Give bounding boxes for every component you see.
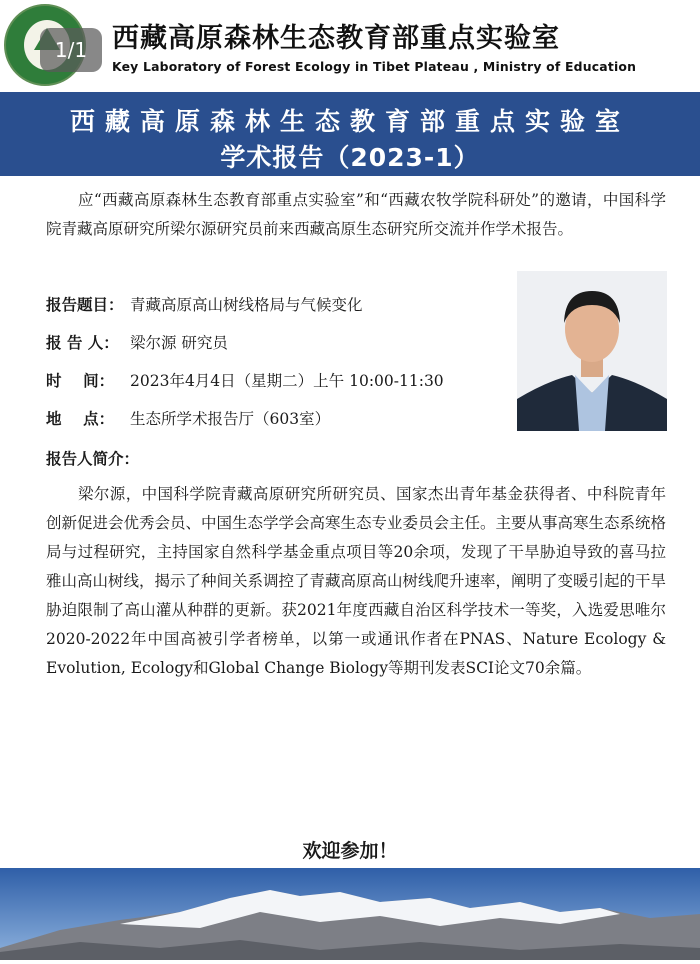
welcome-text: 欢迎参加！: [302, 840, 398, 862]
detail-value: 梁尔源 研究员: [130, 334, 228, 352]
mountain-banner-image: [0, 868, 700, 960]
title-banner: [0, 92, 700, 176]
detail-label: 报 告 人：: [46, 334, 119, 352]
detail-value: 2023年4月4日（星期二）上午 10:00-11:30: [130, 372, 444, 390]
detail-value: 生态所学术报告厅（603室）: [130, 410, 331, 428]
bio-paragraph: 梁尔源，中国科学院青藏高原研究所研究员、国家杰出青年基金获得者、中科院青年创新促进会优秀会员、中国生态学学会高寒生态专业委员会主任。主要从事高寒生态系统格局与过程研究，主持国家自然科学基金重点项目等20余项，发现了干旱胁迫导致的喜马拉雅山高山树线，揭示了种间关系调控了青藏高原高山树线爬升速率，阐明了变暖引起的干旱胁迫限制了高山灌从种群的更新。获2021年度西藏自治区科学技术一等奖，入选爱思唯尔2020-2022年中国高被引学者榜单，以第一或通讯作者在PNAS、Nature Ecology & Evolution, Ecology和Global Change Biology等期刊发表SCI论文70余篇。: [46, 485, 667, 677]
detail-label: 地 点：: [46, 410, 115, 428]
intro-paragraph: 应“西藏高原森林生态教育部重点实验室”和“西藏农牧学院科研处”的邀请，中国科学院青藏高原研究所梁尔源研究员前来西藏高原生态研究所交流并作学术报告。: [46, 191, 666, 238]
detail-time: [46, 370, 444, 392]
banner-title: 西藏高原森林生态教育部重点实验室: [69, 107, 630, 136]
org-name-en: Key Laboratory of Forest Ecology in Tibet Plateau , Ministry of Education: [112, 59, 637, 74]
intro-section: [46, 186, 666, 244]
header: [0, 0, 700, 92]
detail-value: 青藏高原高山树线格局与气候变化: [130, 296, 363, 314]
page-indicator: 1/1: [40, 28, 102, 72]
detail-label: 报告题目：: [46, 296, 124, 314]
detail-topic: [46, 294, 363, 316]
bio-heading: 报告人简介：: [46, 450, 140, 468]
speaker-photo: [517, 271, 667, 431]
org-name-cn: 西藏高原森林生态教育部重点实验室: [112, 23, 560, 54]
portrait-image: [517, 271, 667, 431]
detail-location: [46, 408, 330, 430]
detail-speaker: [46, 332, 228, 354]
detail-label: 时 间：: [46, 372, 115, 390]
banner-subtitle: 学术报告（2023-1）: [220, 143, 480, 172]
